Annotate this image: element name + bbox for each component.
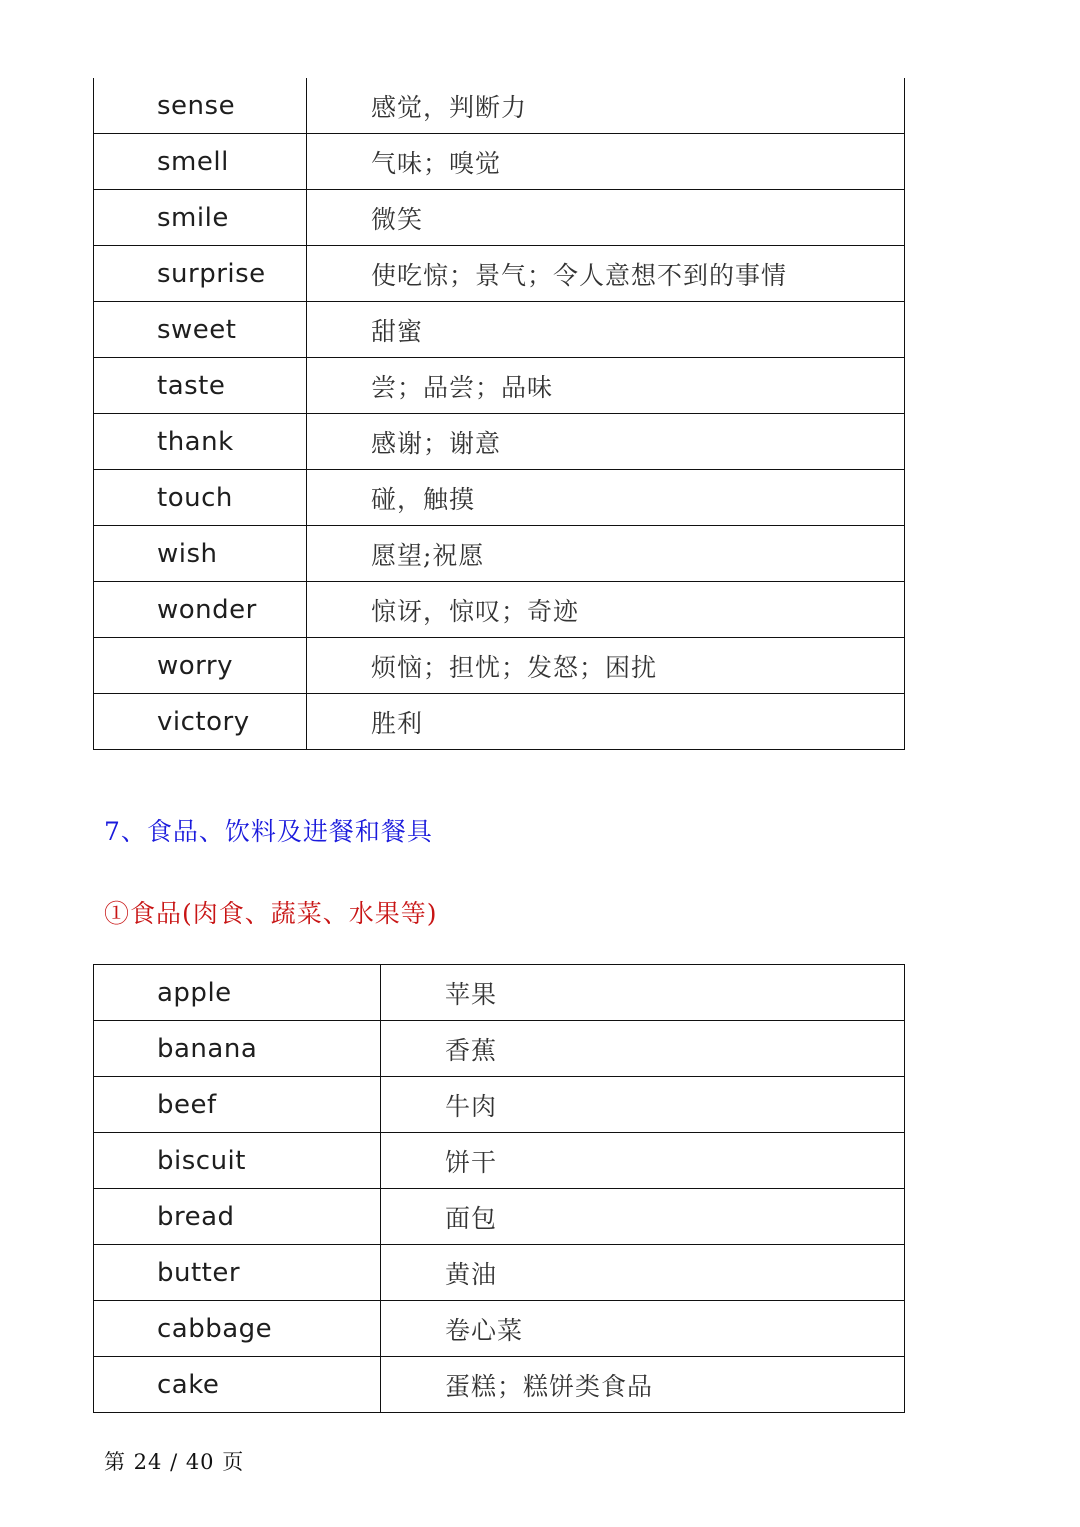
table-row (94, 1189, 905, 1245)
meaning-cell: 愿望;祝愿 (307, 526, 905, 582)
meaning-cell: 饼干 (381, 1133, 905, 1189)
word-cell: wonder (94, 582, 307, 638)
word-cell: surprise (94, 246, 307, 302)
word-cell: banana (94, 1021, 381, 1077)
meaning-cell: 使吃惊；景气；令人意想不到的事情 (307, 246, 905, 302)
table-row (94, 358, 905, 414)
meaning-cell: 黄油 (381, 1245, 905, 1301)
meaning-cell: 苹果 (381, 965, 905, 1021)
word-cell: thank (94, 414, 307, 470)
word-cell: smell (94, 134, 307, 190)
vocab-table-food (93, 964, 905, 1413)
vocab-table-body (94, 965, 905, 1413)
meaning-cell: 卷心菜 (381, 1301, 905, 1357)
table-row (94, 638, 905, 694)
table-row (94, 965, 905, 1021)
word-cell: victory (94, 694, 307, 750)
word-cell: taste (94, 358, 307, 414)
meaning-cell: 甜蜜 (307, 302, 905, 358)
table-row (94, 1245, 905, 1301)
word-cell: sweet (94, 302, 307, 358)
table-row (94, 1301, 905, 1357)
word-cell: sense (94, 78, 307, 134)
meaning-cell: 面包 (381, 1189, 905, 1245)
meaning-cell: 惊讶，惊叹；奇迹 (307, 582, 905, 638)
table-row (94, 134, 905, 190)
word-cell: smile (94, 190, 307, 246)
sub-heading: ①食品(肉食、蔬菜、水果等) (104, 899, 438, 928)
table-row (94, 190, 905, 246)
vocab-table-emotions (93, 78, 905, 750)
meaning-cell: 蛋糕；糕饼类食品 (381, 1357, 905, 1413)
table-row (94, 1133, 905, 1189)
word-cell: biscuit (94, 1133, 381, 1189)
table-row (94, 582, 905, 638)
table-row (94, 694, 905, 750)
table-row (94, 414, 905, 470)
meaning-cell: 微笑 (307, 190, 905, 246)
word-cell: wish (94, 526, 307, 582)
table-row (94, 1077, 905, 1133)
table-row (94, 1357, 905, 1413)
table-row (94, 526, 905, 582)
meaning-cell: 气味；嗅觉 (307, 134, 905, 190)
word-cell: bread (94, 1189, 381, 1245)
section-heading: 7、食品、饮料及进餐和餐具 (104, 817, 433, 846)
meaning-cell: 牛肉 (381, 1077, 905, 1133)
word-cell: cabbage (94, 1301, 381, 1357)
meaning-cell: 香蕉 (381, 1021, 905, 1077)
meaning-cell: 胜利 (307, 694, 905, 750)
meaning-cell: 烦恼；担忧；发怒；困扰 (307, 638, 905, 694)
table-row (94, 302, 905, 358)
word-cell: beef (94, 1077, 381, 1133)
meaning-cell: 感觉，判断力 (307, 78, 905, 134)
vocab-table-body (94, 78, 905, 750)
word-cell: butter (94, 1245, 381, 1301)
word-cell: worry (94, 638, 307, 694)
table-row (94, 246, 905, 302)
meaning-cell: 碰，触摸 (307, 470, 905, 526)
word-cell: touch (94, 470, 307, 526)
table-row (94, 470, 905, 526)
table-row (94, 78, 905, 134)
page-number: 第 24 / 40 页 (104, 1450, 245, 1474)
table-row (94, 1021, 905, 1077)
word-cell: cake (94, 1357, 381, 1413)
word-cell: apple (94, 965, 381, 1021)
meaning-cell: 尝；品尝；品味 (307, 358, 905, 414)
meaning-cell: 感谢；谢意 (307, 414, 905, 470)
